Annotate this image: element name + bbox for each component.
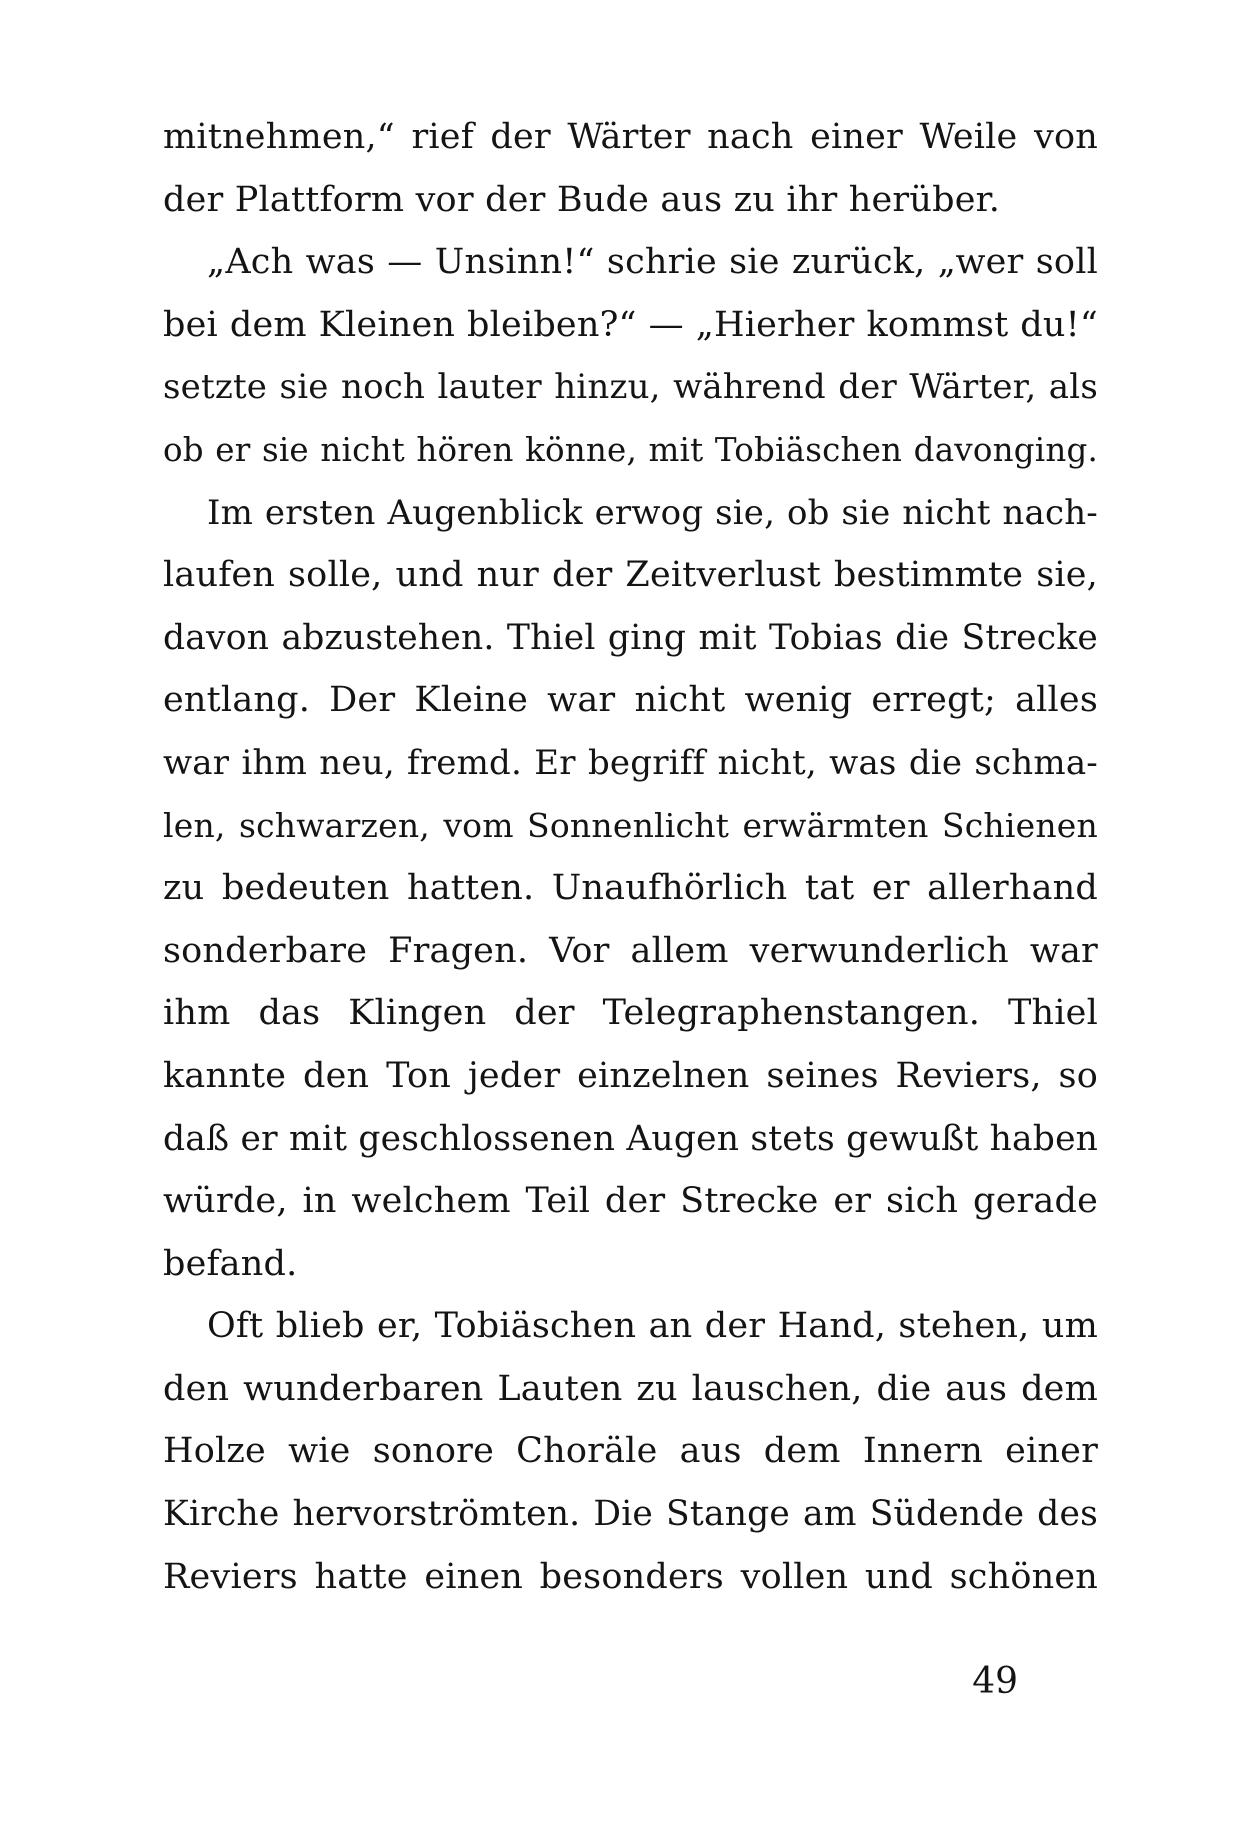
text-line-12: len, schwarzen, vom Sonnenlicht erwärmten Schienen <box>163 805 1098 845</box>
text-line-22: Holze wie sonore Choräle aus dem Innern einer <box>163 1431 1098 1472</box>
body-text <box>163 106 1098 1608</box>
text-line-13: zu bedeuten hatten. Unaufhörlich tat er allerhand <box>163 868 1098 909</box>
text-line-20: Oft blieb er, Tobiäschen an der Hand, stehen, um <box>207 1306 1098 1347</box>
text-line-6: ob er sie nicht hören könne, mit Tobiäschen davonging. <box>163 430 1098 469</box>
text-line-3: „Ach was — Unsinn!“ schrie sie zurück, „wer soll <box>207 242 1098 283</box>
text-line-11: war ihm neu, fremd. Er begriff nicht, was die schma- <box>163 742 1098 783</box>
text-line-7: Im ersten Augenblick erwog sie, ob sie nicht nach- <box>207 492 1098 533</box>
text-line-2: der Plattform vor der Bude aus zu ihr herüber. <box>163 179 1001 220</box>
text-line-8: laufen solle, und nur der Zeitverlust bestimmte sie, <box>163 555 1098 596</box>
text-line-1: mitnehmen,“ rief der Wärter nach einer Weile von <box>163 117 1098 157</box>
text-line-23: Kirche hervorströmten. Die Stange am Südende des <box>163 1494 1098 1535</box>
text-line-16: kannte den Ton jeder einzelnen seines Reviers, so <box>163 1055 1098 1096</box>
text-line-14: sonderbare Fragen. Vor allem verwunderlich war <box>163 930 1098 971</box>
text-line-19: befand. <box>163 1243 298 1284</box>
text-line-9: davon abzustehen. Thiel ging mit Tobias die Strecke <box>163 617 1098 658</box>
page-number: 49 <box>972 1661 1018 1702</box>
text-line-4: bei dem Kleinen bleiben?“ — „Hierher kommst du!“ <box>163 304 1098 345</box>
text-line-21: den wunderbaren Lauten zu lauschen, die aus dem <box>163 1368 1098 1409</box>
text-line-5: setzte sie noch lauter hinzu, während der Wärter, als <box>163 367 1098 408</box>
text-line-10: entlang. Der Kleine war nicht wenig erregt; alles <box>163 680 1098 721</box>
text-line-15: ihm das Klingen der Telegraphenstangen. Thiel <box>163 993 1098 1034</box>
text-line-18: würde, in welchem Teil der Strecke er sich gerade <box>163 1181 1098 1222</box>
text-line-17: daß er mit geschlossenen Augen stets gewußt haben <box>163 1118 1099 1159</box>
text-line-24: Reviers hatte einen besonders vollen und schönen <box>163 1556 1098 1597</box>
